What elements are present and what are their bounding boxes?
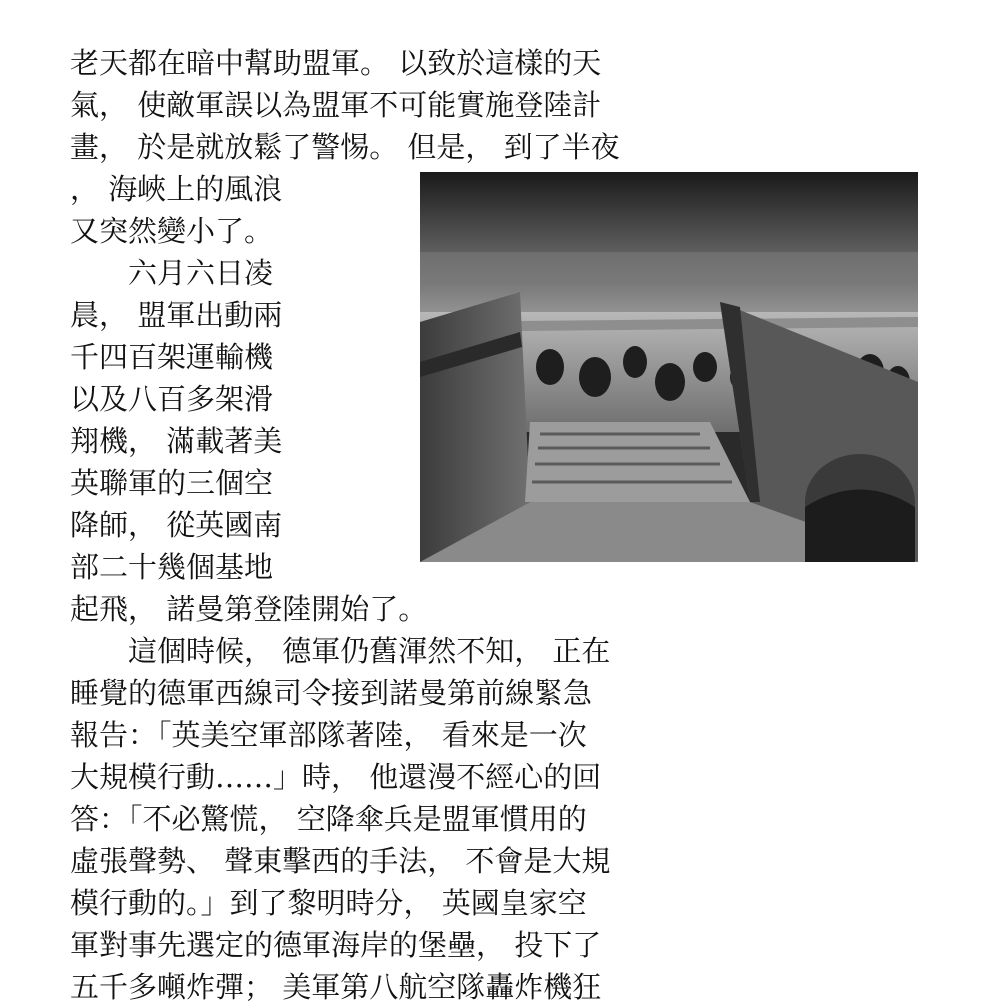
text-line: 報告：「英美空軍部隊著陸， 看來是一次 [70,717,587,752]
text-line: 答：「不必驚慌， 空降傘兵是盟軍慣用的 [70,801,587,836]
text-line: 氣， 使敵軍誤以為盟軍不可能實施登陸計 [70,87,602,122]
text-line: 起飛， 諾曼第登陸開始了。 [70,591,428,626]
text-line: 千四百架運輸機 [70,339,274,374]
text-line: 軍對事先選定的德軍海岸的堡壘， 投下了 [70,927,602,962]
text-line: 降師， 從英國南 [70,507,283,542]
text-line: 部二十幾個基地 [70,549,274,584]
text-line: 虛張聲勢、 聲東擊西的手法， 不會是大規 [70,843,611,878]
text-line: 睡覺的德軍西線司令接到諾曼第前線緊急 [70,675,593,710]
text-line: 翔機， 滿載著美 [70,423,283,458]
text-line: 大規模行動……」時， 他還漫不經心的回 [70,759,602,794]
text-line: 這個時候， 德軍仍舊渾然不知， 正在 [70,633,611,668]
text-line: 模行動的。」到了黎明時分， 英國皇家空 [70,885,587,920]
text-line: 以及八百多架滑 [70,381,274,416]
text-line: 六月六日凌 [70,255,274,290]
text-line: 老天都在暗中幫助盟軍。 以致於這樣的天 [70,45,602,80]
text-line: 晨， 盟軍出動兩 [70,297,283,332]
landing-craft-photo [420,172,918,562]
text-line: 五千多噸炸彈； 美軍第八航空隊轟炸機狂 [70,969,602,1004]
text-line: 畫， 於是就放鬆了警惕。 但是， 到了半夜 [70,129,620,164]
landing-craft-illustration [420,172,918,562]
text-line: 又突然變小了。 [70,213,274,248]
text-line: ， 海峽上的風浪 [70,171,283,206]
text-line: 英聯軍的三個空 [70,465,274,500]
